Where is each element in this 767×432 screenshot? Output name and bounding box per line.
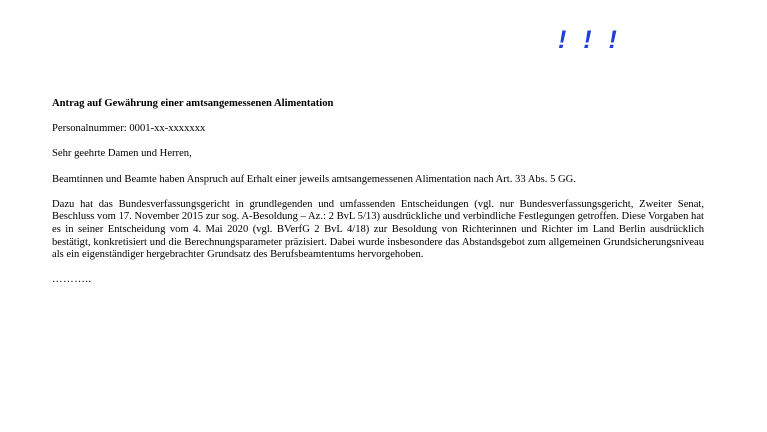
salutation: Sehr geehrte Damen und Herren, xyxy=(52,148,192,160)
paragraph-court-decisions: Dazu hat das Bundesverfassungsgericht in grundlegenden und umfassenden Entscheidungen (vgl. nur Bundesverfassungsgericht, Zweiter Senat, Beschluss vom 17. November 2015 zur sog. A-Besoldung – Az.: 2 BvL 5/13) ausdrückliche und verbindliche Festlegungen getroffen. Diese Vorgaben hat es in seiner Entscheidung vom 4. Mai 2020 (vgl. BVerfG 2 BvL 4/18) zur Besoldung von Richterinnen und Richter im Land Berlin ausdrücklich bestätigt, konkretisiert und die Berechnungsparameter präzisiert. Dabei wurde insbesondere das Abstandsgebot zum allgemeinen Grundsicherungsniveau als ein eigenständiger hergebrachter Grundsatz des Berufsbeamtentums hervorgehoben. xyxy=(52,198,704,261)
paragraph-entitlement: Beamtinnen und Beamte haben Anspruch auf Erhalt einer jeweils amtsangemessenen Alimentation nach Art. 33 Abs. 5 GG. xyxy=(52,173,576,185)
exclamation-marks: ! ! ! xyxy=(558,26,622,54)
continuation-dots: ……….. xyxy=(52,274,92,286)
personnel-number: Personalnummer: 0001-xx-xxxxxxx xyxy=(52,123,206,135)
letter-body xyxy=(52,98,704,300)
document-title: Antrag auf Gewährung einer amtsangemessenen Alimentation xyxy=(52,98,334,109)
